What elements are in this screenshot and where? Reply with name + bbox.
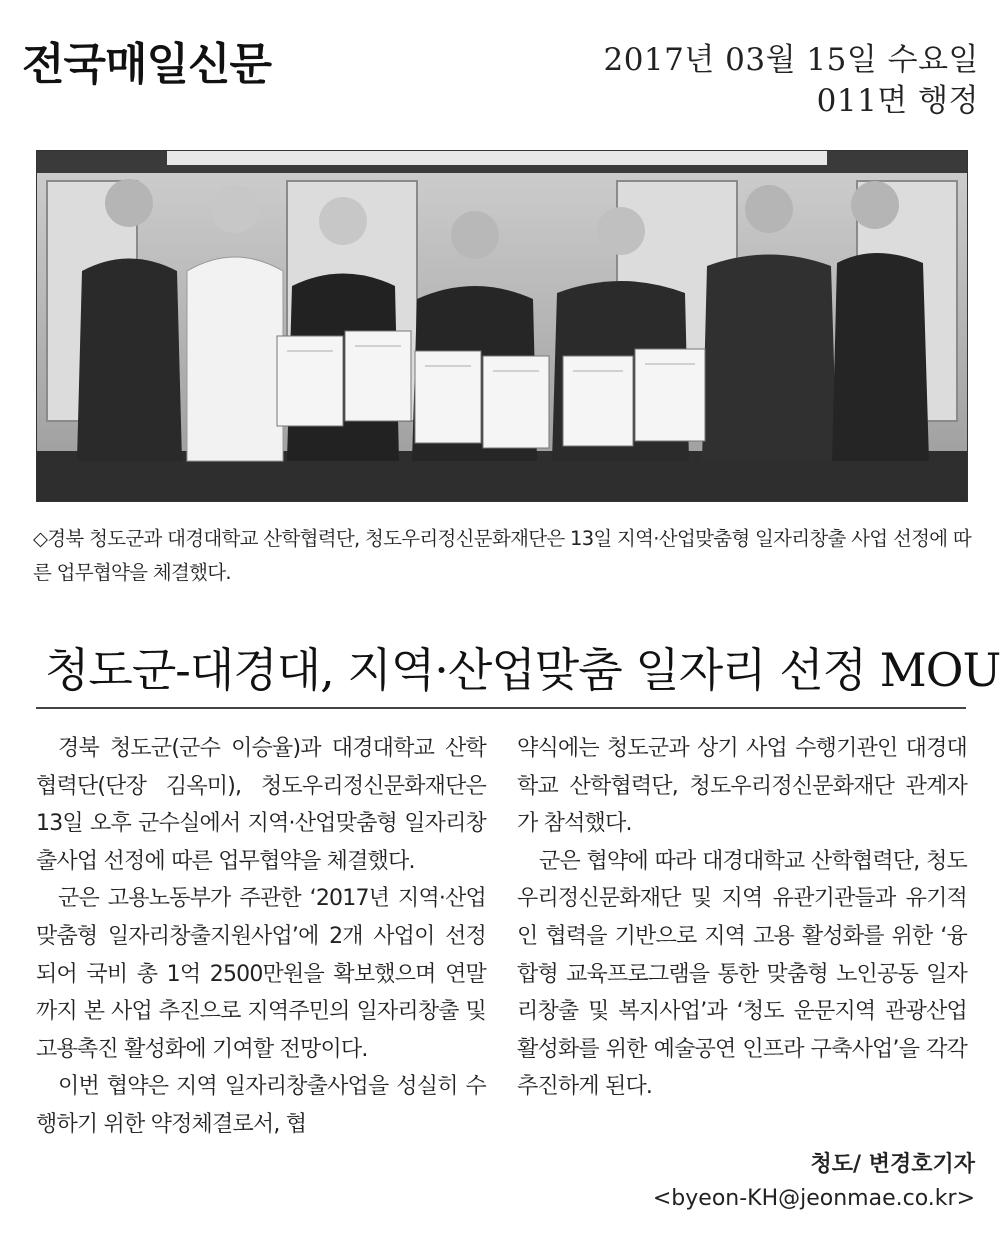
article-headline: 청도군-대경대, 지역·산업맞춤 일자리 선정 MOU [45,643,1001,697]
byline [653,1148,975,1216]
photo-caption: ◇경북 청도군과 대경대학교 산학협력단, 청도우리정신문화재단은 13일 지역·산업맞춤형 일자리창출 사업 선정에 따른 업무협약을 체결했다. [33,527,971,584]
paragraph: 약식에는 청도군과 상기 사업 수행기관인 대경대학교 산학협력단, 청도우리정신문화재단 관계자가 참석했다. [517,736,967,837]
paragraph: 이번 협약은 지역 일자리창출사업을 성실히 수행하기 위한 약정체결로서, 협 [36,1074,486,1137]
paragraph: 군은 협약에 따라 대경대학교 산학협력단, 청도우리정신문화재단 및 지역 유관기관들과 유기적인 협력을 기반으로 지역 고용 활성화를 위한 ‘융합형 교육프로그램을 통한 맞춤형 노인공동 일자리창출 및 복지사업’과 ‘청도 운문지역 관광산업 활성화를 위한 예술공연 인프라 구축사업’을 각각 추진하게 된다. [517,848,967,1100]
paragraph: 군은 고용노동부가 주관한 ‘2017년 지역·산업맞춤형 일자리창출지원사업’에 2개 사업이 선정되어 국비 총 1억 2500만원을 확보했으며 연말까지 본 사업 추진으로 지역주민의 일자리창출 및 고용촉진 활성화에 기여할 전망이다. [36,886,486,1062]
dateline [603,40,979,122]
mou-ceremony-photo [36,150,968,502]
reporter-name: 청도/ 변경호기자 [810,1152,975,1177]
photo-illustration [37,151,967,501]
newspaper-masthead: 전국매일신문 [22,39,272,90]
paragraph: 경북 청도군(군수 이승율)과 대경대학교 산학협력단(단장 김옥미), 청도우리정신문화재단은 13일 오후 군수실에서 지역·산업맞춤형 일자리창출사업 선정에 따른 업무협약을 체결했다. [36,736,486,874]
article-column-right [517,730,967,1106]
reporter-email: <byeon-KH@jeonmae.co.kr> [652,1186,975,1211]
article-column-left [36,730,486,1144]
page-section: 011면 행정 [816,83,979,119]
headline-divider [36,707,966,709]
publication-date: 2017년 03월 15일 수요일 [603,42,979,78]
